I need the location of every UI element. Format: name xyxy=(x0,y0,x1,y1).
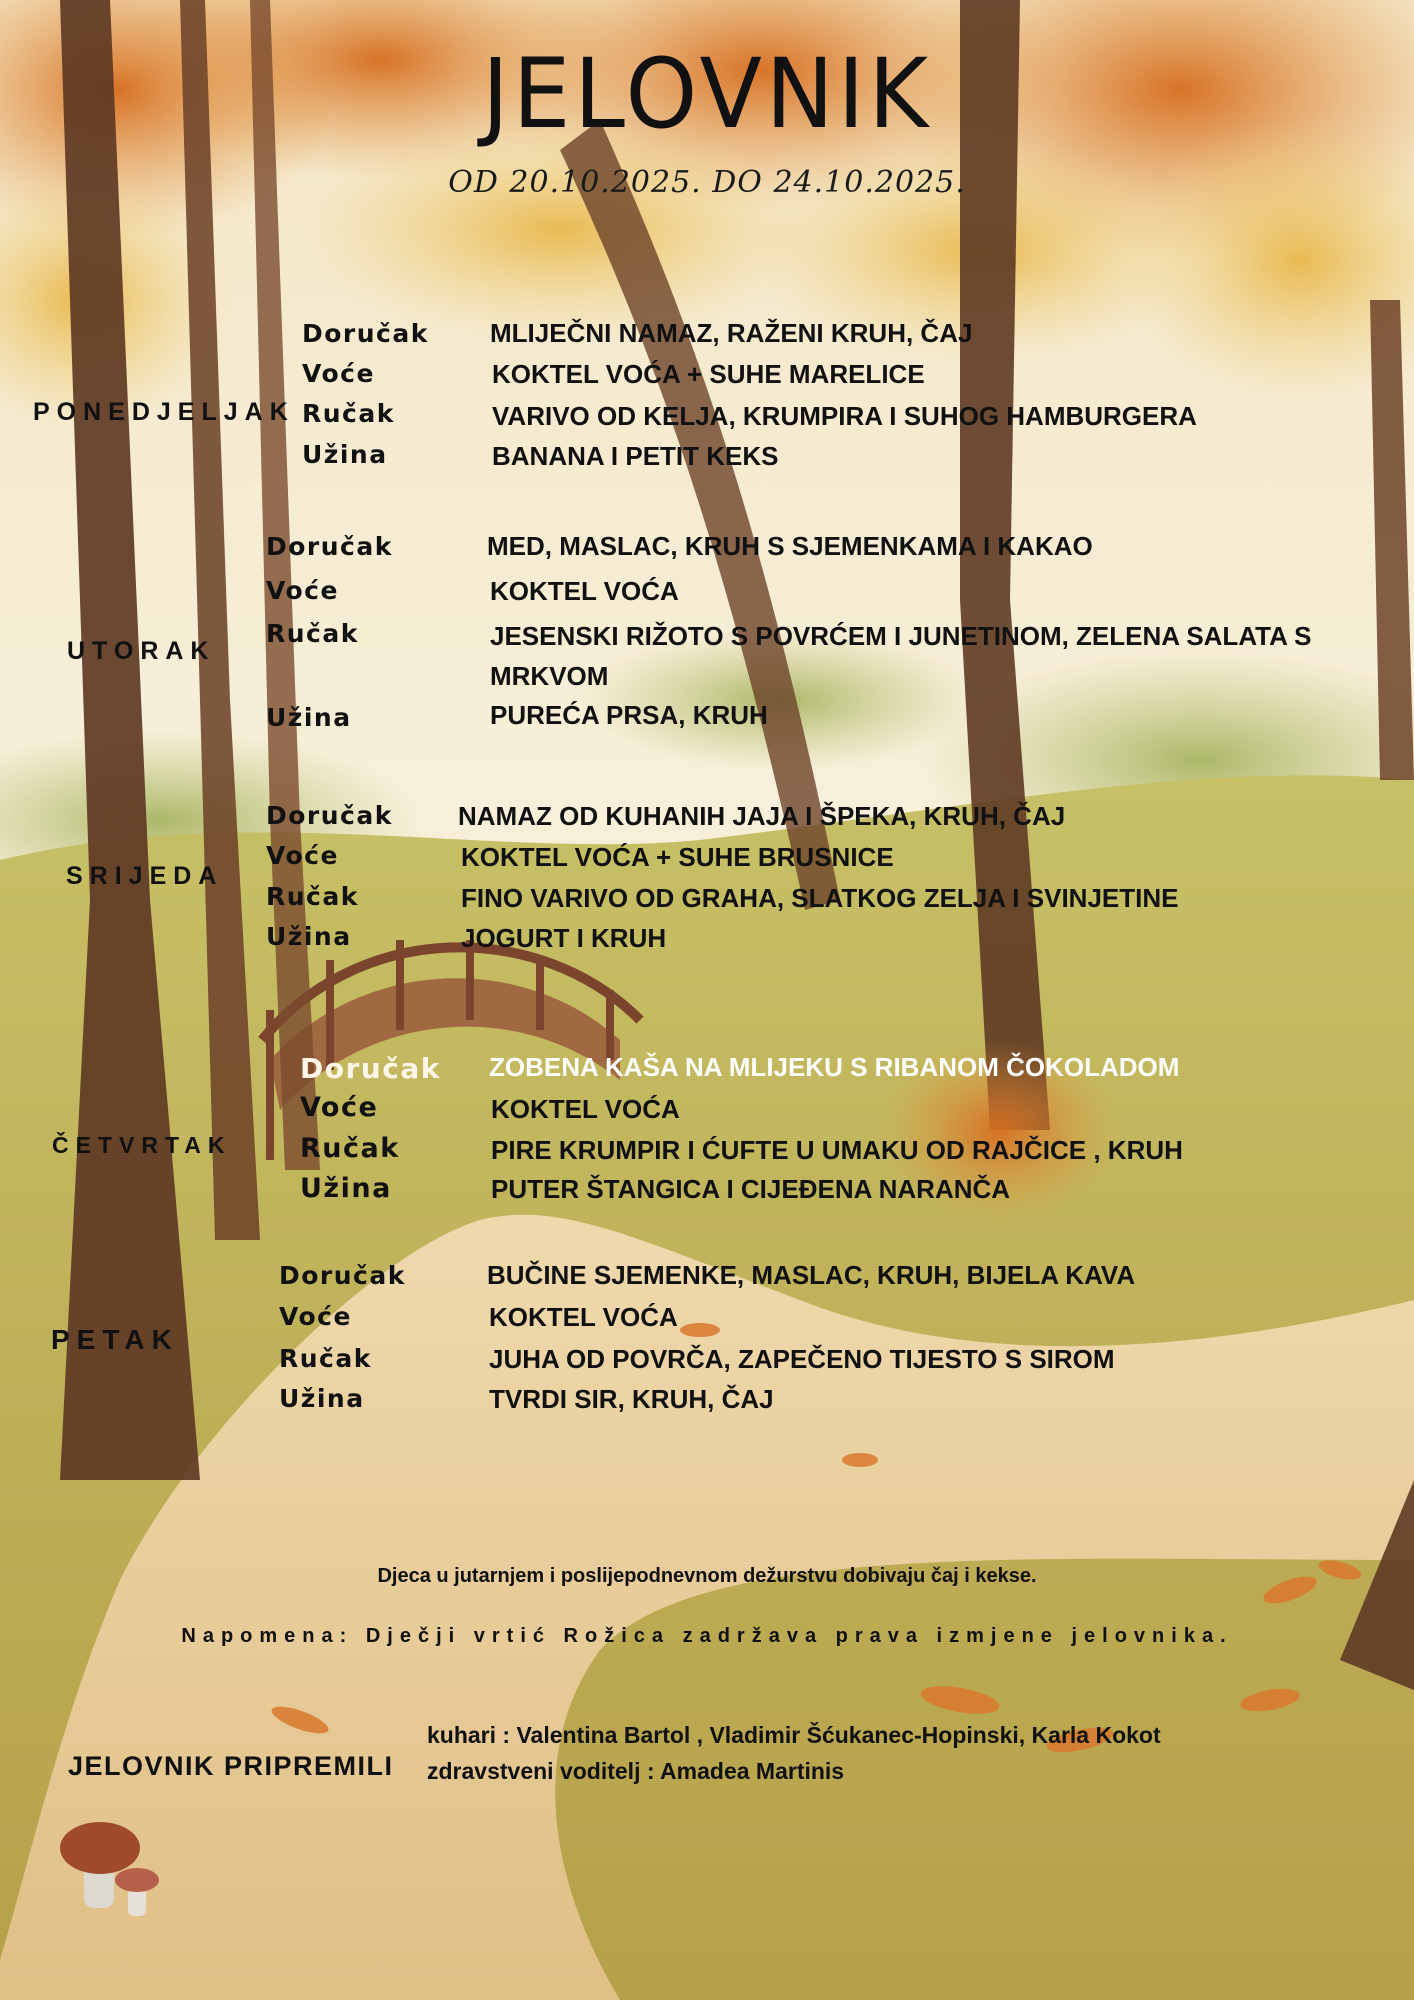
day-name-thursday: ČETVRTAK xyxy=(52,1132,232,1158)
meal-lunch: VARIVO OD KELJA, KRUMPIRA I SUHOG HAMBURGERA xyxy=(492,401,1197,431)
meal-snack: JOGURT I KRUH xyxy=(461,923,667,953)
meal-label-fruit: Voće xyxy=(302,359,375,388)
day-name-tuesday: UTORAK xyxy=(67,637,216,665)
meal-breakfast: NAMAZ OD KUHANIH JAJA I ŠPEKA, KRUH, ČAJ xyxy=(458,801,1066,831)
day-name-friday: PETAK xyxy=(51,1324,179,1355)
meal-label-fruit: Voće xyxy=(279,1302,352,1331)
meal-fruit: KOKTEL VOĆA xyxy=(491,1094,680,1124)
meal-breakfast: BUČINE SJEMENKE, MASLAC, KRUH, BIJELA KAVA xyxy=(487,1260,1136,1290)
meal-fruit: KOKTEL VOĆA + SUHE MARELICE xyxy=(492,359,925,389)
meal-label-lunch: Ručak xyxy=(300,1133,400,1164)
meal-snack: PUREĆA PRSA, KRUH xyxy=(490,700,768,730)
meal-label-fruit: Voće xyxy=(300,1092,379,1123)
meal-label-breakfast: Doručak xyxy=(302,319,429,348)
meal-fruit: KOKTEL VOĆA xyxy=(490,576,679,606)
date-range: OD 20.10.2025. DO 24.10.2025. xyxy=(448,165,966,200)
meal-lunch: PIRE KRUMPIR I ĆUFTE U UMAKU OD RAJČICE , KRUH xyxy=(491,1135,1183,1165)
meal-label-lunch: Ručak xyxy=(302,399,395,428)
meal-breakfast: MED, MASLAC, KRUH S SJEMENKAMA I KAKAO xyxy=(487,531,1093,561)
meal-label-breakfast: Doručak xyxy=(279,1261,406,1290)
meal-label-lunch: Ručak xyxy=(266,619,359,648)
duty-note: Djeca u jutarnjem i poslijepodnevnom dežurstvu dobivaju čaj i kekse. xyxy=(377,1565,1037,1587)
meal-snack: BANANA I PETIT KEKS xyxy=(492,441,779,471)
day-name-wednesday: SRIJEDA xyxy=(66,862,224,890)
remark-note: Napomena: Dječji vrtić Rožica zadržava prava izmjene jelovnika. xyxy=(181,1625,1233,1647)
meal-snack: PUTER ŠTANGICA I CIJEĐENA NARANČA xyxy=(491,1174,1011,1204)
meal-snack: TVRDI SIR, KRUH, ČAJ xyxy=(489,1384,774,1414)
meal-label-breakfast: Doručak xyxy=(266,801,393,830)
meal-lunch: FINO VARIVO OD GRAHA, SLATKOG ZELJA I SVINJETINE xyxy=(461,883,1179,913)
meal-breakfast: MLIJEČNI NAMAZ, RAŽENI KRUH, ČAJ xyxy=(490,318,973,348)
meal-label-snack: Užina xyxy=(279,1384,365,1413)
day-name-monday: PONEDJELJAK xyxy=(33,398,295,426)
page-title: JELOVNIK xyxy=(482,38,932,150)
credits-heading: JELOVNIK PRIPREMILI xyxy=(68,1751,394,1781)
meal-label-lunch: Ručak xyxy=(266,882,359,911)
meal-label-snack: Užina xyxy=(266,922,352,951)
meal-label-lunch: Ručak xyxy=(279,1344,372,1373)
meal-lunch: JESENSKI RIŽOTO S POVRĆEM I JUNETINOM, ZELENA SALATA S MRKVOM xyxy=(490,621,1312,691)
meal-label-snack: Užina xyxy=(302,440,388,469)
credits-health: zdravstveni voditelj : Amadea Martinis xyxy=(427,1758,845,1784)
meal-breakfast: ZOBENA KAŠA NA MLIJEKU S RIBANOM ČOKOLADOM xyxy=(489,1052,1180,1082)
meal-label-snack: Užina xyxy=(266,703,352,732)
credits-cooks: kuhari : Valentina Bartol , Vladimir Šćukanec-Hopinski, Karla Kokot xyxy=(427,1722,1161,1748)
meal-label-breakfast: Doručak xyxy=(300,1052,441,1085)
meal-label-breakfast: Doručak xyxy=(266,532,393,561)
meal-label-fruit: Voće xyxy=(266,841,339,870)
meal-lunch: JUHA OD POVRČA, ZAPEČENO TIJESTO S SIROM xyxy=(489,1344,1115,1374)
meal-label-snack: Užina xyxy=(300,1173,392,1204)
meal-fruit: KOKTEL VOĆA xyxy=(489,1302,678,1332)
meal-label-fruit: Voće xyxy=(266,576,339,605)
meal-fruit: KOKTEL VOĆA + SUHE BRUSNICE xyxy=(461,842,894,872)
